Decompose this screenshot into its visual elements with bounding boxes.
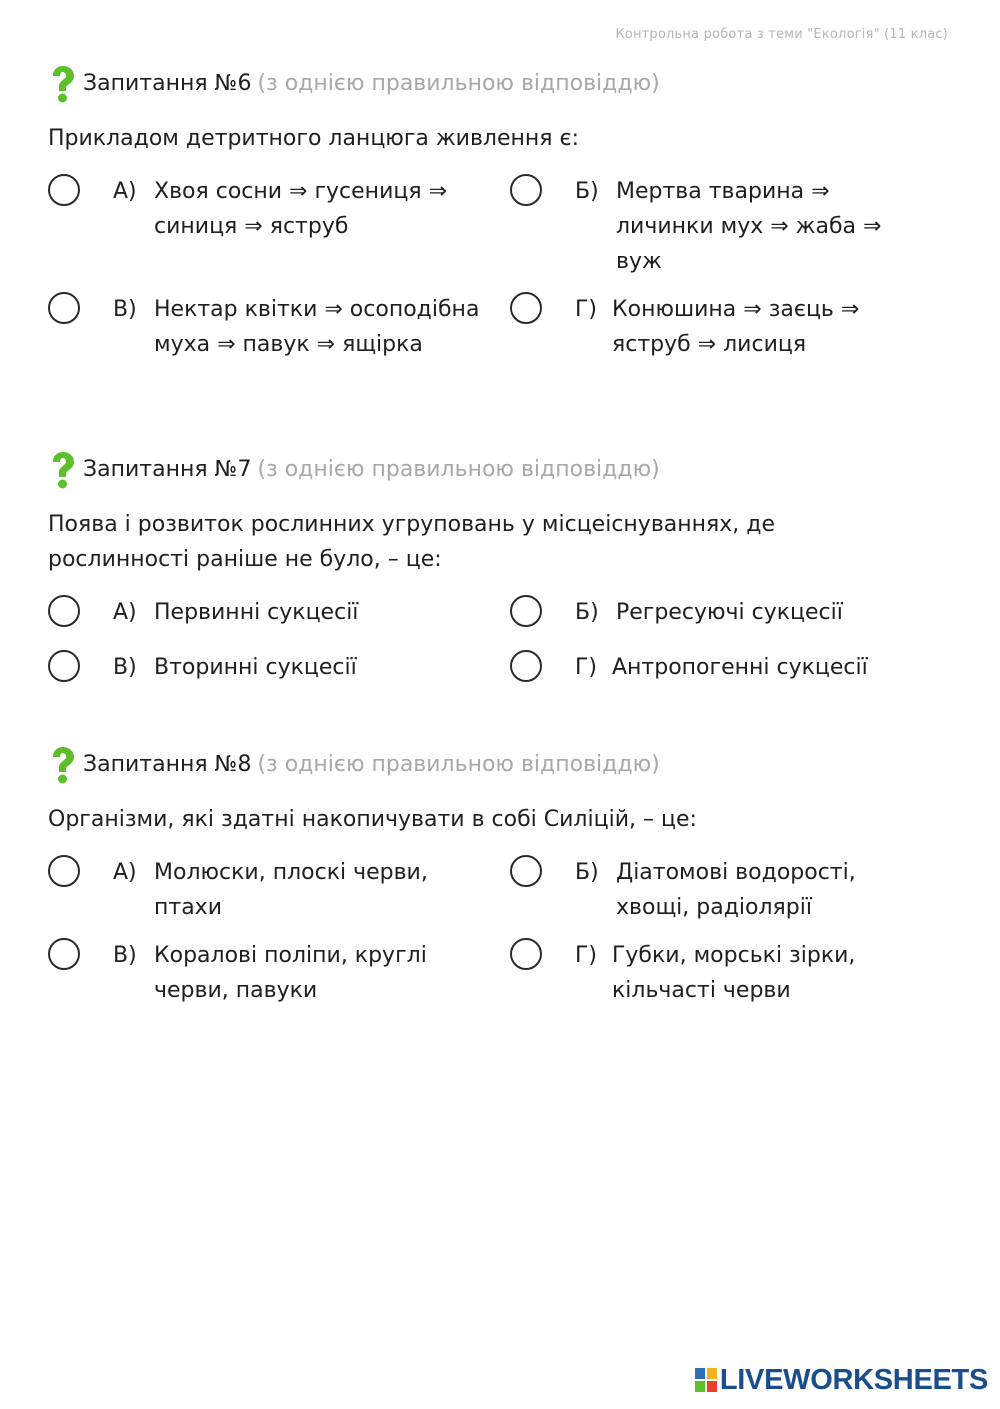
question-mark-icon <box>48 746 76 786</box>
option-b[interactable] <box>510 174 948 279</box>
option-text: Нектар квітки ⇒ осоподібна муха ⇒ павук ⇒ ящірка <box>154 297 480 357</box>
option-letter: А) <box>113 600 137 625</box>
option-letter: Г) <box>575 297 597 322</box>
question-text: Прикладом детритного ланцюга живлення є: <box>48 126 580 151</box>
radio-button[interactable] <box>48 292 80 324</box>
radio-button[interactable] <box>48 855 80 887</box>
option-v[interactable] <box>48 650 510 685</box>
radio-button[interactable] <box>510 855 542 887</box>
radio-button[interactable] <box>48 938 80 970</box>
option-text: Регресуючі сукцесії <box>616 600 843 625</box>
option-letter: Б) <box>575 179 599 204</box>
radio-button[interactable] <box>510 595 542 627</box>
option-v[interactable] <box>48 292 510 362</box>
radio-button[interactable] <box>510 292 542 324</box>
option-g[interactable] <box>510 938 948 1008</box>
option-a[interactable] <box>48 595 510 630</box>
option-text: Вторинні сукцесії <box>154 655 357 680</box>
option-g[interactable] <box>510 292 948 362</box>
question-number: Запитання №6 <box>83 71 252 96</box>
logo-blocks-icon <box>695 1368 717 1392</box>
radio-button[interactable] <box>510 174 542 206</box>
question-text: Поява і розвиток рослинних угруповань у місцеіснуваннях, де рослинності раніше не було, – це: <box>48 512 776 572</box>
question-7 <box>48 451 948 685</box>
option-letter: А) <box>113 179 137 204</box>
option-a[interactable] <box>48 855 510 925</box>
option-text: Коралові поліпи, круглі черви, павуки <box>154 943 427 1003</box>
radio-button[interactable] <box>48 650 80 682</box>
option-letter: Г) <box>575 655 597 680</box>
question-title <box>48 65 948 105</box>
option-letter: Г) <box>575 943 597 968</box>
option-text: Антропогенні сукцесії <box>612 655 868 680</box>
option-letter: В) <box>113 655 137 680</box>
radio-button[interactable] <box>48 174 80 206</box>
option-b[interactable] <box>510 595 948 630</box>
options-grid <box>48 174 948 362</box>
option-letter: А) <box>113 860 137 885</box>
option-letter: Б) <box>575 860 599 885</box>
question-number: Запитання №7 <box>83 457 252 482</box>
logo-text: LIVEWORKSHEETS <box>719 1363 988 1396</box>
option-text: Губки, морські зірки, кільчасті черви <box>612 943 856 1003</box>
liveworksheets-logo <box>695 1365 988 1395</box>
question-mark-icon <box>48 451 76 491</box>
option-letter: В) <box>113 297 137 322</box>
radio-button[interactable] <box>510 650 542 682</box>
options-grid <box>48 855 948 1008</box>
question-mark-icon <box>48 65 76 105</box>
option-text: Молюски, плоскі черви, птахи <box>154 860 428 920</box>
question-title <box>48 746 948 786</box>
option-text: Конюшина ⇒ заєць ⇒ яструб ⇒ лисиця <box>612 297 860 357</box>
question-text: Організми, які здатні накопичувати в собі Силіцій, – це: <box>48 807 697 832</box>
question-8 <box>48 746 948 1008</box>
question-number: Запитання №8 <box>83 752 252 777</box>
option-text: Хвоя сосни ⇒ гусениця ⇒ синиця ⇒ яструб <box>154 179 448 239</box>
question-hint: (з однією правильною відповіддю) <box>257 71 660 96</box>
radio-button[interactable] <box>510 938 542 970</box>
option-v[interactable] <box>48 938 510 1008</box>
header-note: Контрольна робота з теми "Екологія" (11 клас) <box>615 27 948 42</box>
option-text: Діатомові водорості, хвощі, радіолярії <box>616 860 856 920</box>
radio-button[interactable] <box>48 595 80 627</box>
question-hint: (з однією правильною відповіддю) <box>257 457 660 482</box>
question-6 <box>48 65 948 362</box>
option-g[interactable] <box>510 650 948 685</box>
option-letter: В) <box>113 943 137 968</box>
question-hint: (з однією правильною відповіддю) <box>257 752 660 777</box>
option-text: Мертва тварина ⇒ личинки мух ⇒ жаба ⇒ вуж <box>616 179 882 274</box>
option-text: Первинні сукцесії <box>154 600 359 625</box>
question-title <box>48 451 948 491</box>
options-grid <box>48 595 948 685</box>
option-a[interactable] <box>48 174 510 279</box>
option-letter: Б) <box>575 600 599 625</box>
option-b[interactable] <box>510 855 948 925</box>
